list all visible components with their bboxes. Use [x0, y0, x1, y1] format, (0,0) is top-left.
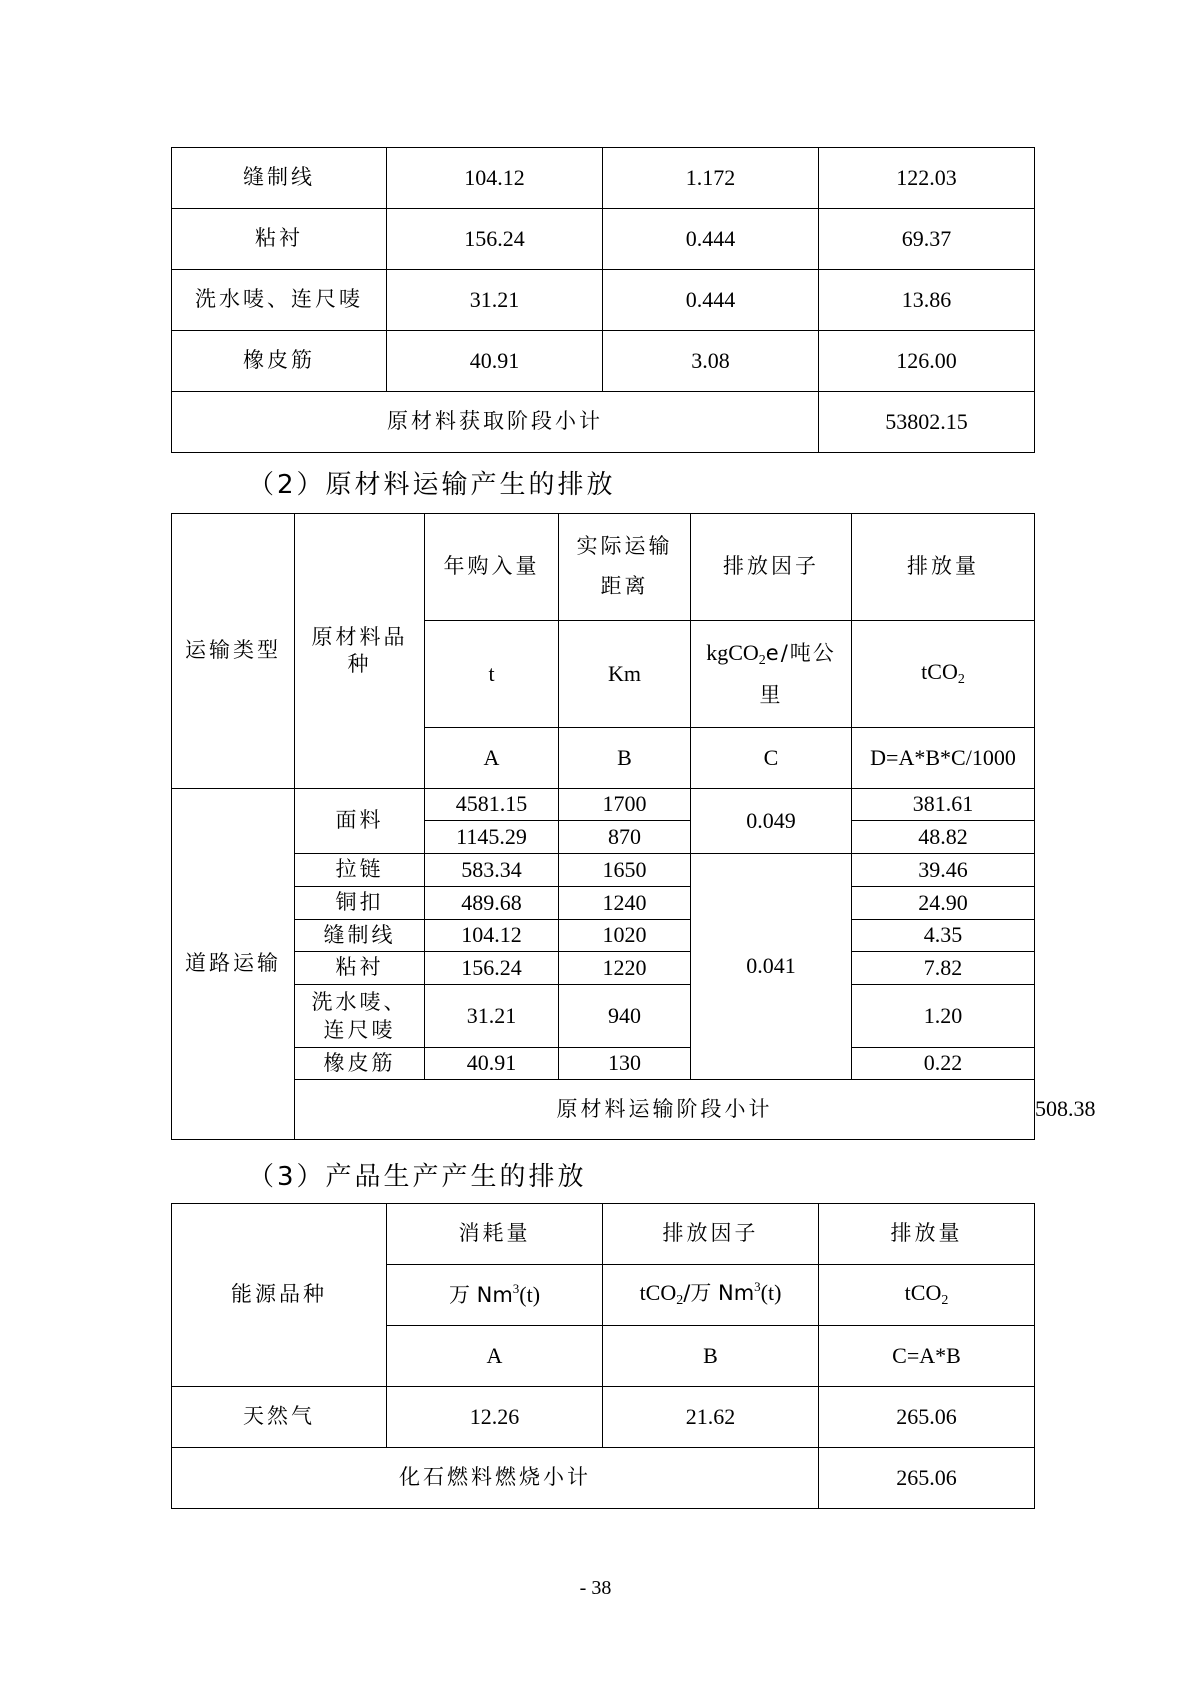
- unit-b-sup: 3: [754, 1279, 761, 1295]
- emission-cell: 24.90: [852, 887, 1035, 920]
- production-emission-table: [171, 1203, 1035, 1509]
- material-name: 橡皮筋: [295, 1048, 425, 1080]
- unit-c-pre: tCO: [904, 1280, 942, 1306]
- section-3-heading: （3）产品生产产生的排放: [248, 1162, 587, 1192]
- material-name: 面料: [295, 789, 425, 854]
- emission-cell: 265.06: [819, 1387, 1035, 1448]
- unit-c-sub: 2: [941, 1293, 949, 1309]
- consumption-cell: 12.26: [387, 1387, 603, 1448]
- emission-header: 排放量: [819, 1204, 1035, 1265]
- unit-b-mid: /万 Nm: [683, 1281, 755, 1306]
- distance-cell: 940: [559, 985, 691, 1048]
- emission-cell: 1.20: [852, 985, 1035, 1048]
- unit-a: [387, 1265, 603, 1326]
- subtotal-row: [172, 1448, 1035, 1509]
- quantity-cell: 40.91: [387, 331, 603, 392]
- distance-cell: 870: [559, 821, 691, 854]
- distance-cell: 1700: [559, 789, 691, 821]
- subtotal-label: 原材料运输阶段小计: [295, 1080, 1035, 1140]
- factor-cell: 1.172: [603, 148, 819, 209]
- code-a: A: [425, 728, 559, 789]
- unit-a: t: [425, 621, 559, 728]
- emission-factor-header: 排放因子: [603, 1204, 819, 1265]
- material-name: 粘衬: [172, 209, 387, 270]
- page-number: - 38: [579, 1577, 612, 1599]
- unit-a-pre: 万 Nm: [448, 1282, 513, 1307]
- energy-name: 天然气: [172, 1387, 387, 1448]
- table-row: [172, 920, 1035, 952]
- material-name: 拉链: [295, 854, 425, 887]
- emission-cell: 4.35: [852, 920, 1035, 952]
- factor-cell: 21.62: [603, 1387, 819, 1448]
- factor-cell: 0.049: [691, 789, 852, 854]
- subtotal-value: 265.06: [819, 1448, 1035, 1509]
- emission-cell: 13.86: [819, 270, 1035, 331]
- table-row: [172, 887, 1035, 920]
- table-row: [172, 1387, 1035, 1448]
- table-row: [172, 1048, 1035, 1080]
- unit-c-sub: 2: [758, 652, 766, 668]
- material-name: 缝制线: [172, 148, 387, 209]
- subtotal-row: 原材料运输阶段小计 508.38: [172, 1080, 1035, 1140]
- factor-cell: 3.08: [603, 331, 819, 392]
- quantity-cell: 583.34: [425, 854, 559, 887]
- code-a: A: [387, 1326, 603, 1387]
- unit-a-sup: 3: [512, 1280, 520, 1296]
- table-row: [172, 270, 1035, 331]
- emission-cell: 0.22: [852, 1048, 1035, 1080]
- emission-cell: 126.00: [819, 331, 1035, 392]
- code-d: D=A*B*C/1000: [852, 728, 1035, 789]
- emission-cell: 48.82: [852, 821, 1035, 854]
- subtotal-label: 化石燃料燃烧小计: [172, 1448, 819, 1509]
- code-c: C=A*B: [819, 1326, 1035, 1387]
- unit-b: [603, 1265, 819, 1326]
- distance-header: 实际运输距离: [559, 514, 691, 621]
- quantity-cell: 1145.29: [425, 821, 559, 854]
- quantity-cell: 489.68: [425, 887, 559, 920]
- emission-factor-header: 排放因子: [691, 514, 852, 621]
- code-c: C: [691, 728, 852, 789]
- emission-header: 排放量: [852, 514, 1035, 621]
- transport-type-header: 运输类型: [172, 514, 295, 789]
- emission-cell: 39.46: [852, 854, 1035, 887]
- raw-material-transport-table: [171, 513, 1096, 1140]
- factor-cell: 0.444: [603, 209, 819, 270]
- emission-cell: 69.37: [819, 209, 1035, 270]
- code-b: B: [603, 1326, 819, 1387]
- road-transport-cell: 道路运输: [172, 789, 295, 1140]
- unit-c-post: e/吨公里: [759, 640, 836, 708]
- unit-b-sub: 2: [676, 1293, 684, 1309]
- unit-b: Km: [559, 621, 691, 728]
- quantity-cell: 104.12: [425, 920, 559, 952]
- material-name: 缝制线: [295, 920, 425, 952]
- material-name-line2: 连尺唛: [323, 1018, 396, 1042]
- quantity-cell: 31.21: [425, 985, 559, 1048]
- material-name: [295, 985, 425, 1048]
- quantity-cell: 40.91: [425, 1048, 559, 1080]
- table-row: [172, 148, 1035, 209]
- code-b: B: [559, 728, 691, 789]
- material-name-line1: 洗水唛、: [311, 989, 408, 1014]
- unit-d-sub: 2: [957, 672, 965, 688]
- subtotal-value: 53802.15: [819, 392, 1035, 453]
- emission-cell: 122.03: [819, 148, 1035, 209]
- table-row: [172, 331, 1035, 392]
- table-row: [172, 952, 1035, 985]
- energy-type-header: 能源品种: [172, 1204, 387, 1387]
- material-type-header: 原材料品种: [295, 514, 425, 789]
- unit-b-post: (t): [760, 1280, 782, 1306]
- material-name: 洗水唛、连尺唛: [172, 270, 387, 331]
- consumption-header: 消耗量: [387, 1204, 603, 1265]
- subtotal-row: [172, 392, 1035, 453]
- table-row: [172, 789, 1035, 821]
- unit-d: [852, 621, 1035, 728]
- distance-cell: 1220: [559, 952, 691, 985]
- emission-cell: 381.61: [852, 789, 1035, 821]
- quantity-cell: 156.24: [387, 209, 603, 270]
- annual-purchase-header: 年购入量: [425, 514, 559, 621]
- emission-cell: 7.82: [852, 952, 1035, 985]
- factor-cell: 0.444: [603, 270, 819, 331]
- table-row: [172, 854, 1035, 887]
- unit-a-post: (t): [519, 1281, 541, 1307]
- distance-cell: 1240: [559, 887, 691, 920]
- factor-cell: 0.041: [691, 854, 852, 1080]
- unit-d-pre: tCO: [921, 659, 958, 685]
- material-name: 粘衬: [295, 952, 425, 985]
- quantity-cell: 31.21: [387, 270, 603, 331]
- table-row: [172, 209, 1035, 270]
- distance-cell: 1650: [559, 854, 691, 887]
- raw-material-acquisition-table: [171, 147, 1035, 453]
- unit-b-pre: tCO: [639, 1280, 677, 1306]
- quantity-cell: 4581.15: [425, 789, 559, 821]
- distance-cell: 1020: [559, 920, 691, 952]
- table-row: [172, 985, 1035, 1048]
- unit-c-pre: kgCO: [706, 639, 759, 665]
- quantity-cell: 104.12: [387, 148, 603, 209]
- subtotal-label: 原材料获取阶段小计: [172, 392, 819, 453]
- material-name: 铜扣: [295, 887, 425, 920]
- material-name: 橡皮筋: [172, 331, 387, 392]
- unit-c: [819, 1265, 1035, 1326]
- distance-cell: 130: [559, 1048, 691, 1080]
- unit-c: [691, 621, 852, 728]
- section-2-heading: （2）原材料运输产生的排放: [248, 470, 616, 500]
- quantity-cell: 156.24: [425, 952, 559, 985]
